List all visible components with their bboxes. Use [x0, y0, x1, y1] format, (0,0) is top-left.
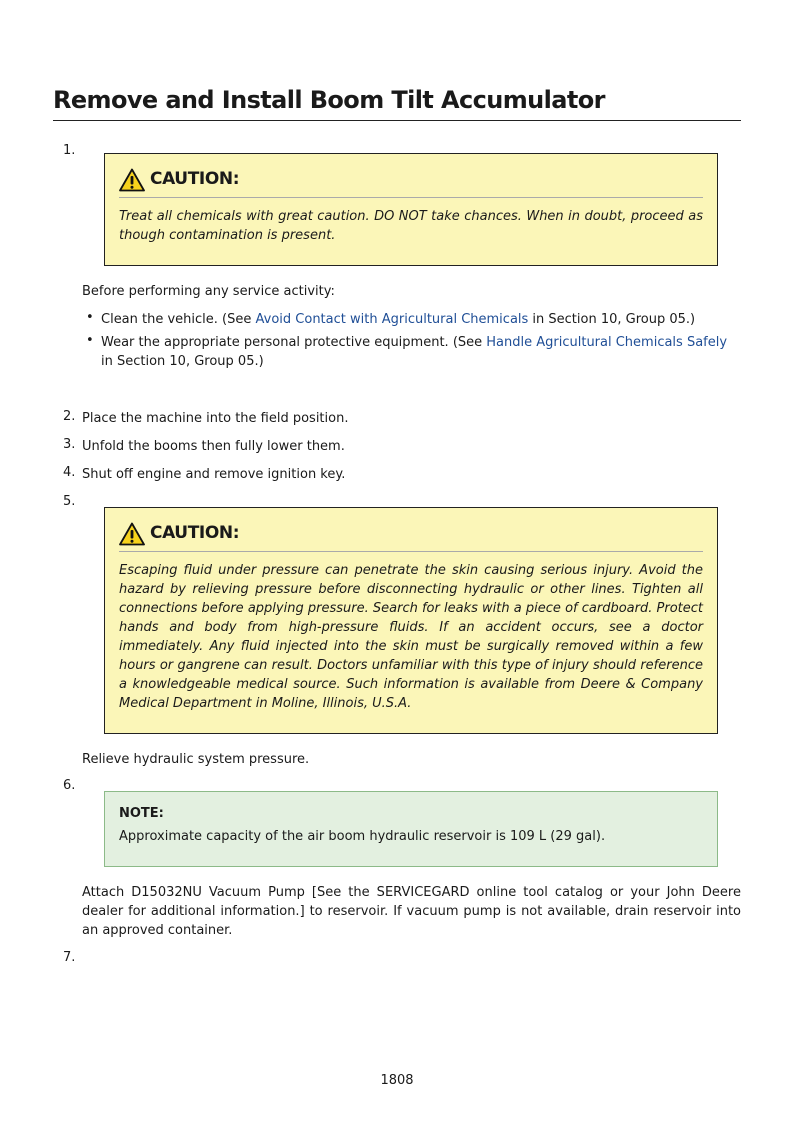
caution-header: [119, 167, 703, 198]
caution-header: [119, 521, 703, 552]
caution-box: [104, 507, 718, 734]
bullet-icon: •: [86, 333, 94, 348]
step-number: 1.: [63, 143, 76, 158]
caution-box: [104, 153, 718, 266]
step-number: 7.: [63, 950, 76, 965]
step-text: Unfold the booms then fully lower them.: [82, 439, 345, 454]
step-text: Before performing any service activity:: [82, 284, 335, 299]
step-number: 5.: [63, 494, 76, 509]
link-avoid-contact-chemicals[interactable]: Avoid Contact with Agricultural Chemicals: [255, 312, 529, 327]
list-item-text: Wear the appropriate personal protective equipment. (See: [101, 335, 487, 350]
list-item-text: in Section 10, Group 05.): [101, 354, 264, 369]
step-number: 2.: [63, 409, 76, 424]
list-item-text: Clean the vehicle. (See: [101, 312, 256, 327]
step-text: Shut off engine and remove ignition key.: [82, 467, 346, 482]
step-number: 6.: [63, 778, 76, 793]
step-text: Attach D15032NU Vacuum Pump [See the SERVICEGARD online tool catalog or your John Deere dealer for additional information.] to reservoir. If vacuum pump is not available, drain reservoir into an approved container.: [82, 885, 741, 938]
caution-text: Treat all chemicals with great caution. DO NOT take chances. When in doubt, proceed as though contamination is present.: [119, 209, 703, 243]
caution-label: CAUTION:: [150, 169, 240, 189]
bullet-icon: •: [86, 310, 94, 325]
caution-text: Escaping fluid under pressure can penetrate the skin causing serious injury. Avoid the hazard by relieving pressure before disconnecting hydraulic or other lines. Tighten all connections before applying pressure. Search for leaks with a piece of cardboard. Protect hands and body from high-pressure fluids. If an accident occurs, see a doctor immediately. Any fluid injected into the skin must be surgically removed within a few hours or gangrene can result. Doctors unfamiliar with this type of injury should reference a knowledgeable medical source. Such information is available from Deere & Company Medical Department in Moline, Illinois, U.S.A.: [119, 563, 703, 711]
warning-triangle-icon: [119, 522, 145, 546]
link-handle-chemicals-safely[interactable]: Handle Agricultural Chemicals Safely: [486, 335, 728, 350]
note-box: [104, 791, 718, 867]
step-text: Relieve hydraulic system pressure.: [82, 752, 310, 767]
step-number: 3.: [63, 437, 76, 452]
list-item: [101, 333, 741, 371]
note-text: Approximate capacity of the air boom hydraulic reservoir is 109 L (29 gal).: [119, 829, 606, 844]
page-number: 1808: [380, 1073, 414, 1088]
list-item-text: in Section 10, Group 05.): [528, 312, 696, 327]
note-label: NOTE:: [119, 806, 164, 821]
page-title: Remove and Install Boom Tilt Accumulator: [53, 86, 741, 121]
caution-label: CAUTION:: [150, 523, 240, 543]
list-item: [101, 310, 741, 329]
step-text: Place the machine into the field position.: [82, 411, 349, 426]
step-number: 4.: [63, 465, 76, 480]
warning-triangle-icon: [119, 168, 145, 192]
